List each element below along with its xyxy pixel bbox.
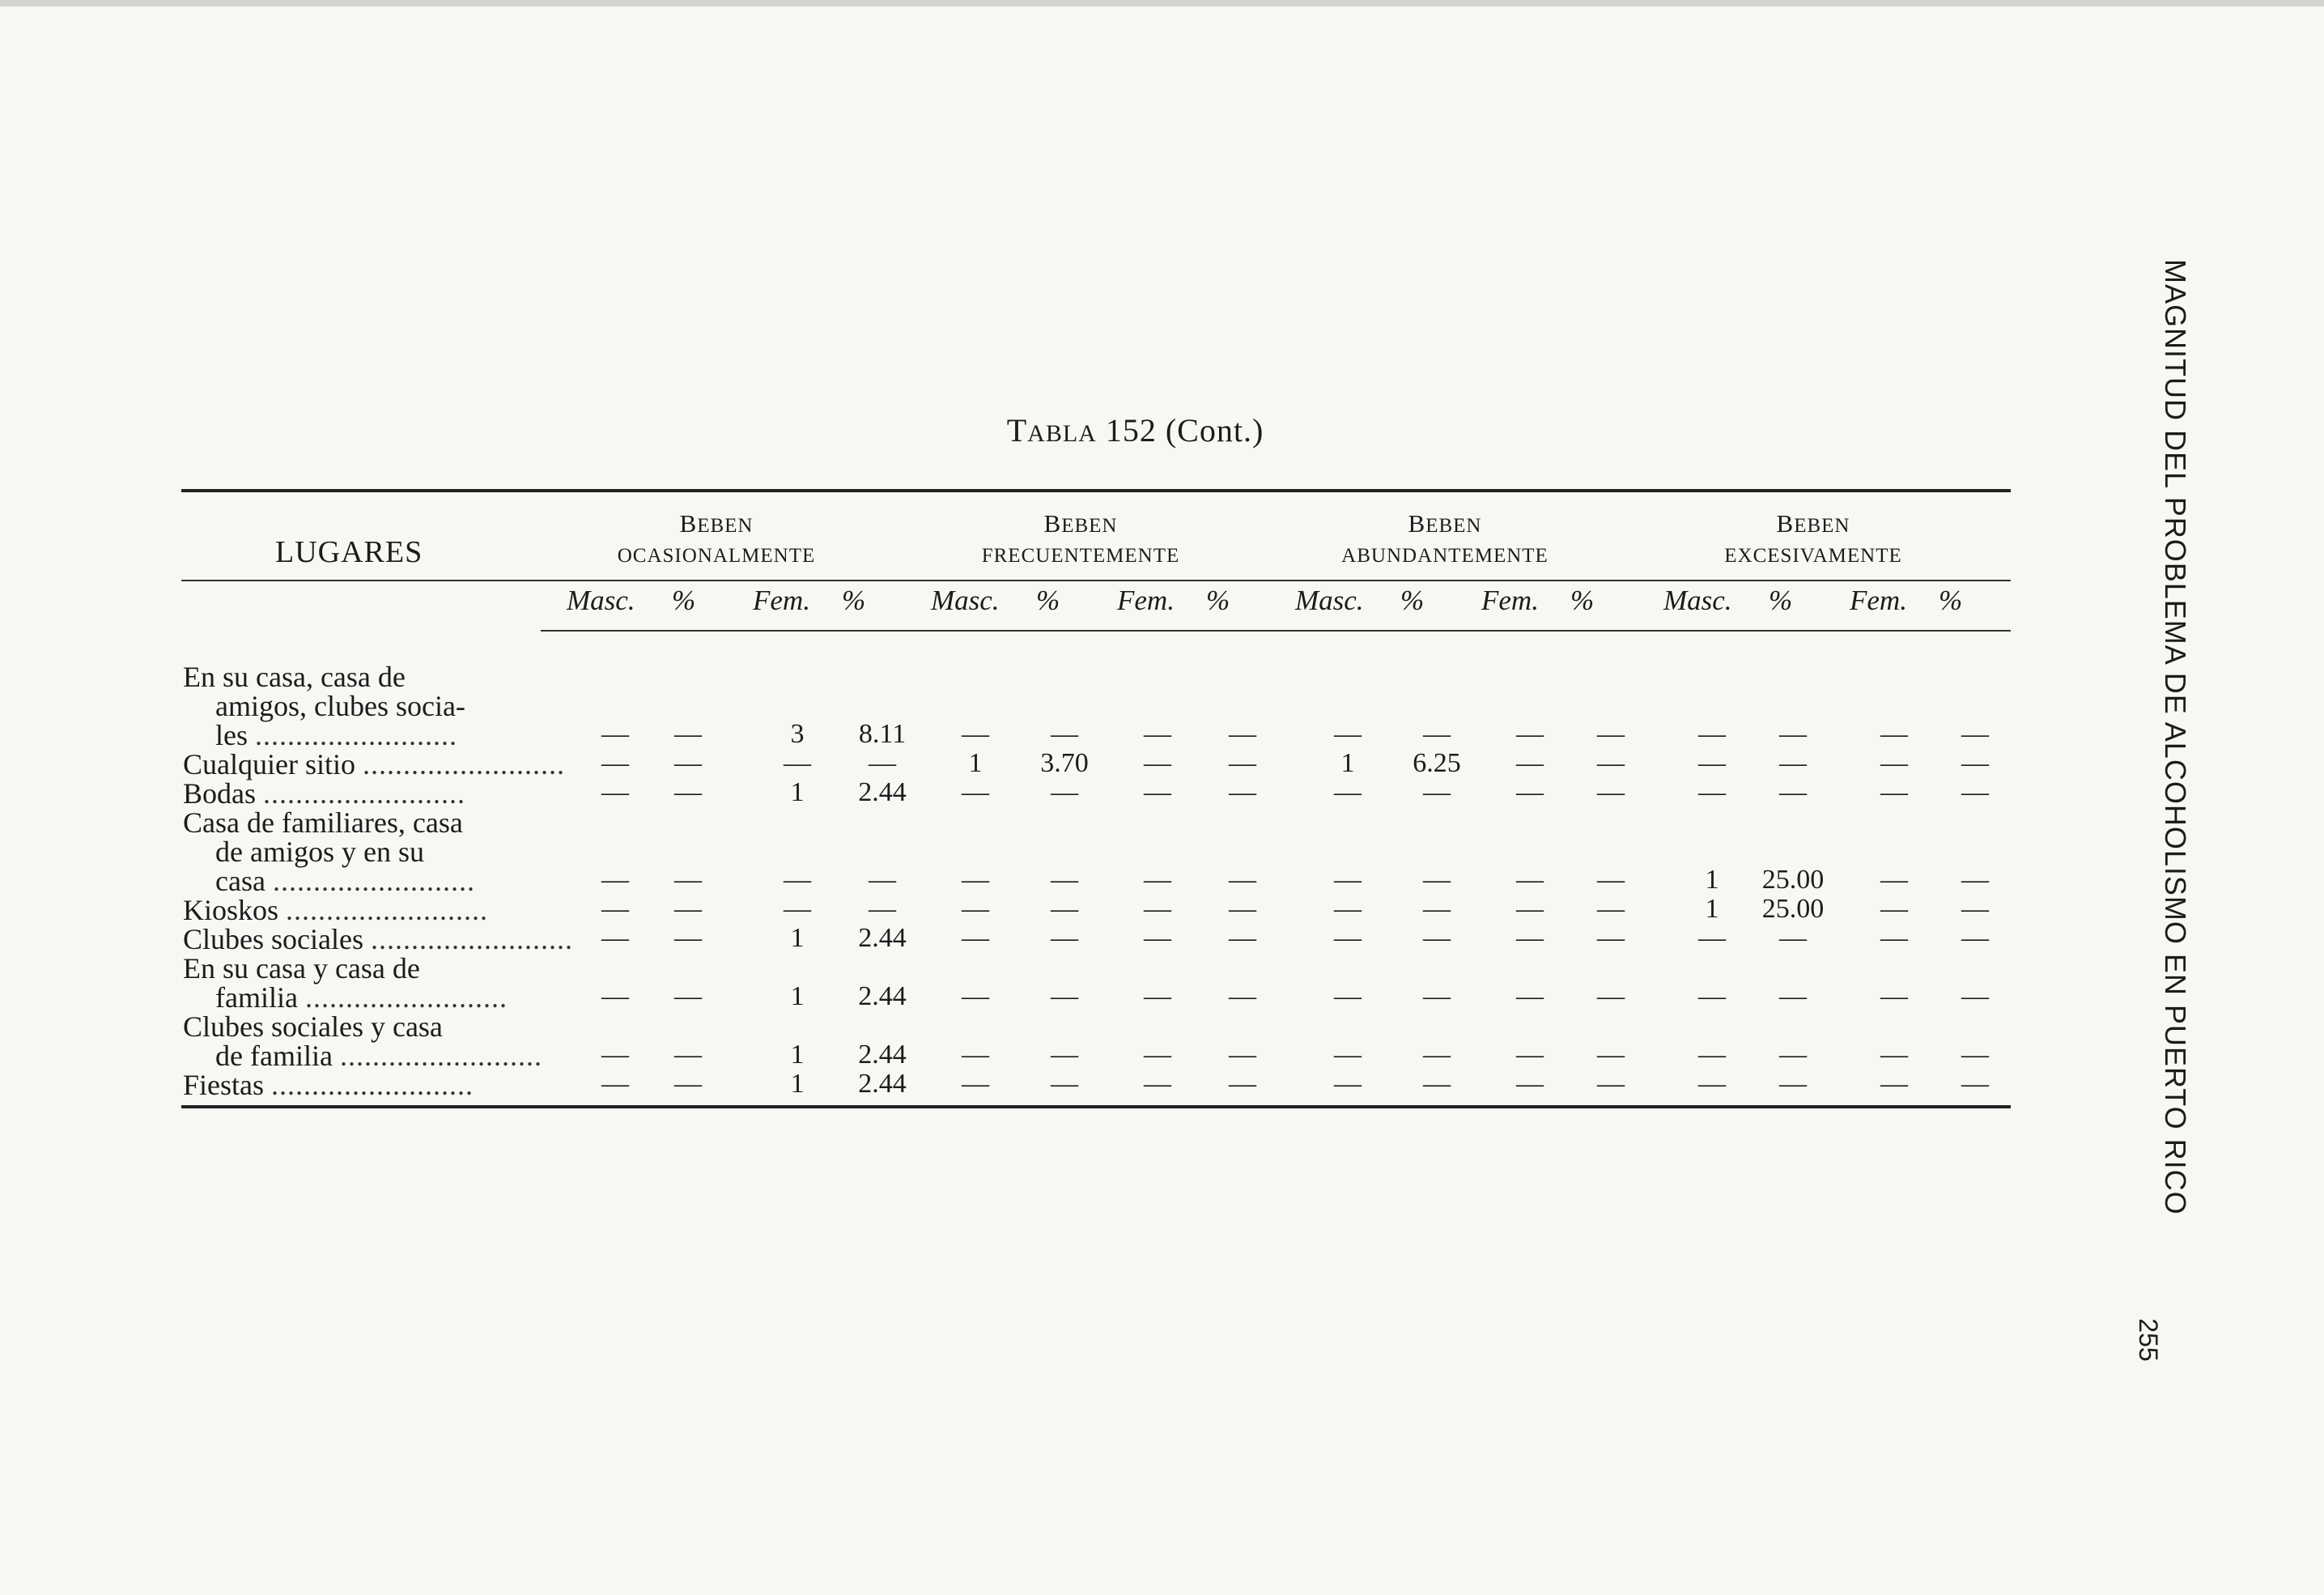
table-cell: — (1423, 981, 1451, 1011)
table-cell: — (1597, 894, 1625, 924)
table-cell: — (1880, 865, 1908, 895)
table-cell: — (1144, 981, 1171, 1011)
table-cell: — (962, 1069, 989, 1099)
table-cell: — (1144, 748, 1171, 778)
table-cell: — (962, 923, 989, 953)
row-label (183, 808, 531, 895)
column-group-header (538, 508, 894, 571)
table-cell: — (601, 1069, 629, 1099)
table-cell: — (1516, 865, 1544, 895)
row-label-line (183, 721, 531, 750)
table-cell: — (1051, 719, 1078, 749)
table-cell: — (1229, 894, 1256, 924)
subheader-fem: Fem. (1850, 585, 1907, 616)
group-header-first-rest: EBEN (1425, 515, 1482, 537)
row-label-line (183, 779, 531, 808)
subheader-masc: Masc. (1295, 585, 1364, 616)
subheader-pct: % (1570, 585, 1595, 616)
table-cell: — (674, 865, 702, 895)
table-cell: — (1144, 923, 1171, 953)
table-cell: — (962, 865, 989, 895)
group-header-line-2: FRECUENTEMENTE (981, 545, 1180, 567)
table-cell: — (1051, 865, 1078, 895)
table-caption (0, 411, 2324, 449)
subheader-pct: % (842, 585, 866, 616)
table-cell: — (1516, 894, 1544, 924)
table-cell: 2.44 (858, 1040, 907, 1070)
table-cell: — (1961, 748, 1989, 778)
table-cell: — (1880, 923, 1908, 953)
row-label-leader-dots: ......................... (286, 894, 489, 926)
row-label-line (183, 895, 531, 925)
table-cell: — (1597, 748, 1625, 778)
table-cell: — (1698, 1069, 1726, 1099)
table-cell: — (1144, 719, 1171, 749)
table-cell: — (601, 981, 629, 1011)
group-header-line-2: ABUNDANTEMENTE (1341, 545, 1549, 567)
table-cell: 8.11 (858, 719, 907, 749)
header-rule (181, 580, 2011, 581)
table-cell: — (1051, 981, 1078, 1011)
table-cell: — (1334, 777, 1362, 807)
column-group-header (1635, 508, 1991, 571)
table-cell: — (1334, 719, 1362, 749)
table-cell: — (1334, 1069, 1362, 1099)
subheader-pct: % (1939, 585, 1963, 616)
row-label-text: Casa de familiares, casa (183, 806, 463, 839)
table-cell: — (962, 894, 989, 924)
table-cell: — (1051, 1040, 1078, 1070)
table-cell: — (1334, 981, 1362, 1011)
table-cell: — (1229, 1069, 1256, 1099)
row-label (183, 954, 531, 1012)
table-cell: — (1597, 865, 1625, 895)
row-label-leader-dots: ......................... (255, 719, 457, 751)
table-cell: — (1516, 1069, 1544, 1099)
row-label (183, 662, 531, 750)
group-header-line-2: OCASIONALMENTE (617, 545, 816, 567)
table-cell: 25.00 (1761, 894, 1825, 924)
table-cell: — (674, 719, 702, 749)
page-number: 255 (2134, 1318, 2163, 1362)
table-cell: — (1698, 748, 1726, 778)
table-cell: 1 (790, 1069, 805, 1099)
table-cell: — (784, 894, 811, 924)
row-label-leader-dots: ......................... (362, 748, 565, 780)
subheader-fem: Fem. (1481, 585, 1539, 616)
table-cell: — (1698, 777, 1726, 807)
table-cell: 1 (1705, 894, 1719, 924)
table-cell: — (1779, 777, 1807, 807)
table-cell: — (601, 777, 629, 807)
row-label-text: Clubes sociales (183, 923, 363, 955)
table-cell: — (1516, 777, 1544, 807)
table-cell: — (1144, 1069, 1171, 1099)
row-label-text: casa (215, 865, 266, 897)
row-label-text: les (215, 719, 248, 751)
row-label-text: amigos, clubes socia- (215, 690, 465, 722)
table-cell: 1 (1705, 865, 1719, 895)
table-cell: — (1423, 894, 1451, 924)
table-cell: — (1334, 1040, 1362, 1070)
scan-top-edge (0, 0, 2324, 6)
table-cell: — (601, 748, 629, 778)
group-header-line-1 (1267, 508, 1623, 541)
table-cell: — (869, 865, 896, 895)
column-group-header (903, 508, 1259, 571)
table-cell: — (601, 1040, 629, 1070)
table-cell: — (1229, 923, 1256, 953)
row-header-lugares: LUGARES (275, 535, 423, 569)
row-label-leader-dots: ......................... (271, 1069, 474, 1101)
table-cell: — (674, 748, 702, 778)
table-cell: — (674, 1069, 702, 1099)
table-cell: — (1423, 777, 1451, 807)
subheader-pct: % (1206, 585, 1230, 616)
row-label-text: Kioskos (183, 894, 279, 926)
caption-rest: 152 (Cont.) (1096, 412, 1264, 449)
table-cell: — (674, 777, 702, 807)
table-cell: 3.70 (1040, 748, 1089, 778)
table-cell: 1 (790, 777, 805, 807)
table-cell: 1 (790, 923, 805, 953)
table-cell: — (1597, 719, 1625, 749)
subheader-pct: % (1036, 585, 1060, 616)
table-cell: — (1961, 923, 1989, 953)
row-label-text: Clubes sociales y casa (183, 1010, 443, 1043)
group-header-first-rest: EBEN (1061, 515, 1118, 537)
table-cell: — (1516, 748, 1544, 778)
group-header-line-1 (1635, 508, 1991, 541)
subheader-fem: Fem. (1117, 585, 1175, 616)
table-cell: — (1423, 1069, 1451, 1099)
table-cell: — (1597, 981, 1625, 1011)
table-cell: — (1880, 1069, 1908, 1099)
table-cell: — (1698, 719, 1726, 749)
table-cell: — (962, 981, 989, 1011)
group-header-line-1 (903, 508, 1259, 541)
running-head: MAGNITUD DEL PROBLEMA DE ALCOHOLISMO EN PUERTO RICO (2159, 259, 2192, 1215)
table-cell: — (1423, 923, 1451, 953)
table-cell: — (1423, 865, 1451, 895)
subheader-pct: % (1769, 585, 1793, 616)
table-cell: — (962, 719, 989, 749)
row-label-line (183, 923, 573, 955)
group-header-line-2: EXCESIVAMENTE (1724, 545, 1902, 567)
row-label-line (183, 1012, 531, 1041)
table-cell: — (869, 894, 896, 924)
row-label (183, 1070, 531, 1099)
table-cell: — (1229, 865, 1256, 895)
row-label-line (183, 1040, 542, 1072)
table-cell: — (1698, 1040, 1726, 1070)
table-cell: — (1961, 1069, 1989, 1099)
row-label-text: Bodas (183, 777, 256, 810)
row-label (183, 923, 573, 955)
caption-prefix-rest: ABLA (1027, 420, 1097, 447)
table-cell: 2.44 (858, 981, 907, 1011)
row-label (183, 1010, 542, 1072)
group-header-first-rest: EBEN (1794, 515, 1850, 537)
table-cell: — (601, 923, 629, 953)
table-cell: — (1144, 865, 1171, 895)
table-cell: — (1051, 894, 1078, 924)
table-cell: — (1229, 1040, 1256, 1070)
row-label-line (183, 691, 531, 721)
table-cell: 2.44 (858, 1069, 907, 1099)
column-group-header (1267, 508, 1623, 571)
group-header-initial: B (1776, 509, 1795, 538)
table-cell: — (962, 1040, 989, 1070)
table-cell: — (1334, 865, 1362, 895)
row-label-line (183, 983, 531, 1012)
table-cell: 1 (790, 981, 805, 1011)
table-cell: 1 (1340, 748, 1355, 778)
row-label-text: familia (215, 981, 298, 1014)
group-header-line-1 (538, 508, 894, 541)
row-label-line (183, 1070, 531, 1099)
row-label-text: En su casa y casa de (183, 952, 420, 985)
table-cell: — (1961, 777, 1989, 807)
table-cell: — (1779, 748, 1807, 778)
table-cell: — (674, 981, 702, 1011)
table-cell: — (1880, 748, 1908, 778)
table-cell: — (1423, 1040, 1451, 1070)
table-cell: — (784, 748, 811, 778)
subheader-masc: Masc. (567, 585, 635, 616)
table-cell: — (1516, 981, 1544, 1011)
table-cell: — (1229, 719, 1256, 749)
table-cell: — (1229, 981, 1256, 1011)
row-label-line (183, 808, 531, 837)
row-label (183, 779, 531, 808)
table-cell: — (601, 865, 629, 895)
table-cell: — (1961, 865, 1989, 895)
row-label-leader-dots: ......................... (339, 1040, 542, 1072)
table-cell: — (1698, 923, 1726, 953)
table-top-rule (181, 489, 2011, 492)
row-label (183, 748, 565, 780)
table-cell: — (784, 865, 811, 895)
group-header-first-rest: EBEN (697, 515, 754, 537)
row-label-text: Cualquier sitio (183, 748, 355, 780)
row-label-text: Fiestas (183, 1069, 265, 1101)
table-cell: — (1229, 777, 1256, 807)
table-cell: 1 (968, 748, 983, 778)
table-cell: — (1051, 923, 1078, 953)
table-cell: 25.00 (1761, 865, 1825, 895)
table-cell: — (1961, 719, 1989, 749)
table-cell: — (1423, 719, 1451, 749)
row-label-text: En su casa, casa de (183, 661, 406, 693)
table-cell: 3 (790, 719, 805, 749)
table-cell: — (1597, 777, 1625, 807)
table-cell: — (674, 894, 702, 924)
table-cell: 2.44 (858, 923, 907, 953)
row-label (183, 895, 531, 925)
table-cell: — (601, 719, 629, 749)
table-cell: — (1597, 923, 1625, 953)
table-cell: — (1144, 894, 1171, 924)
table-cell: — (601, 894, 629, 924)
table-cell: — (1779, 1040, 1807, 1070)
table-cell: — (1961, 1040, 1989, 1070)
table-cell: — (674, 923, 702, 953)
subheader-masc: Masc. (931, 585, 1000, 616)
table-cell: — (1880, 894, 1908, 924)
table-cell: — (1880, 777, 1908, 807)
row-label-leader-dots: ......................... (304, 981, 508, 1014)
table-cell: — (1144, 1040, 1171, 1070)
row-label-text: de amigos y en su (215, 836, 424, 868)
row-label-leader-dots: ......................... (272, 865, 475, 897)
table-cell: — (1961, 981, 1989, 1011)
table-cell: — (1051, 1069, 1078, 1099)
row-label-leader-dots: ......................... (370, 923, 573, 955)
table-cell: — (1334, 894, 1362, 924)
row-label-line (183, 866, 531, 895)
subheader-rule (541, 630, 2011, 632)
table-cell: — (1779, 923, 1807, 953)
group-header-initial: B (1408, 509, 1426, 538)
group-header-initial: B (679, 509, 698, 538)
table-bottom-rule (181, 1105, 2011, 1108)
row-label-text: de familia (215, 1040, 333, 1072)
row-label-line (183, 748, 565, 780)
table-cell: — (674, 1040, 702, 1070)
table-cell: 6.25 (1413, 748, 1461, 778)
table-cell: — (1779, 1069, 1807, 1099)
row-label-leader-dots: ......................... (263, 777, 465, 810)
row-label-line (183, 837, 531, 866)
table-cell: — (1334, 923, 1362, 953)
table-cell: — (962, 777, 989, 807)
table-cell: — (1880, 981, 1908, 1011)
table-cell: — (1961, 894, 1989, 924)
table-cell: — (1779, 719, 1807, 749)
table-cell: 1 (790, 1040, 805, 1070)
subheader-pct: % (672, 585, 696, 616)
table-cell: — (1516, 923, 1544, 953)
table-cell: — (1698, 981, 1726, 1011)
row-label-line (183, 662, 531, 691)
subheader-pct: % (1400, 585, 1425, 616)
caption-prefix-initial: T (1006, 412, 1028, 449)
table-cell: — (1597, 1040, 1625, 1070)
group-header-initial: B (1043, 509, 1062, 538)
table-cell: — (1051, 777, 1078, 807)
subheader-masc: Masc. (1663, 585, 1732, 616)
table-cell: — (1516, 1040, 1544, 1070)
table-cell: 2.44 (858, 777, 907, 807)
table-cell: — (1779, 981, 1807, 1011)
table-cell: — (1516, 719, 1544, 749)
table-cell: — (1880, 719, 1908, 749)
subheader-fem: Fem. (753, 585, 810, 616)
table-cell: — (1229, 748, 1256, 778)
table-cell: — (1144, 777, 1171, 807)
table-cell: — (1880, 1040, 1908, 1070)
table-cell: — (1597, 1069, 1625, 1099)
row-label-line (183, 954, 531, 983)
table-cell: — (869, 748, 896, 778)
